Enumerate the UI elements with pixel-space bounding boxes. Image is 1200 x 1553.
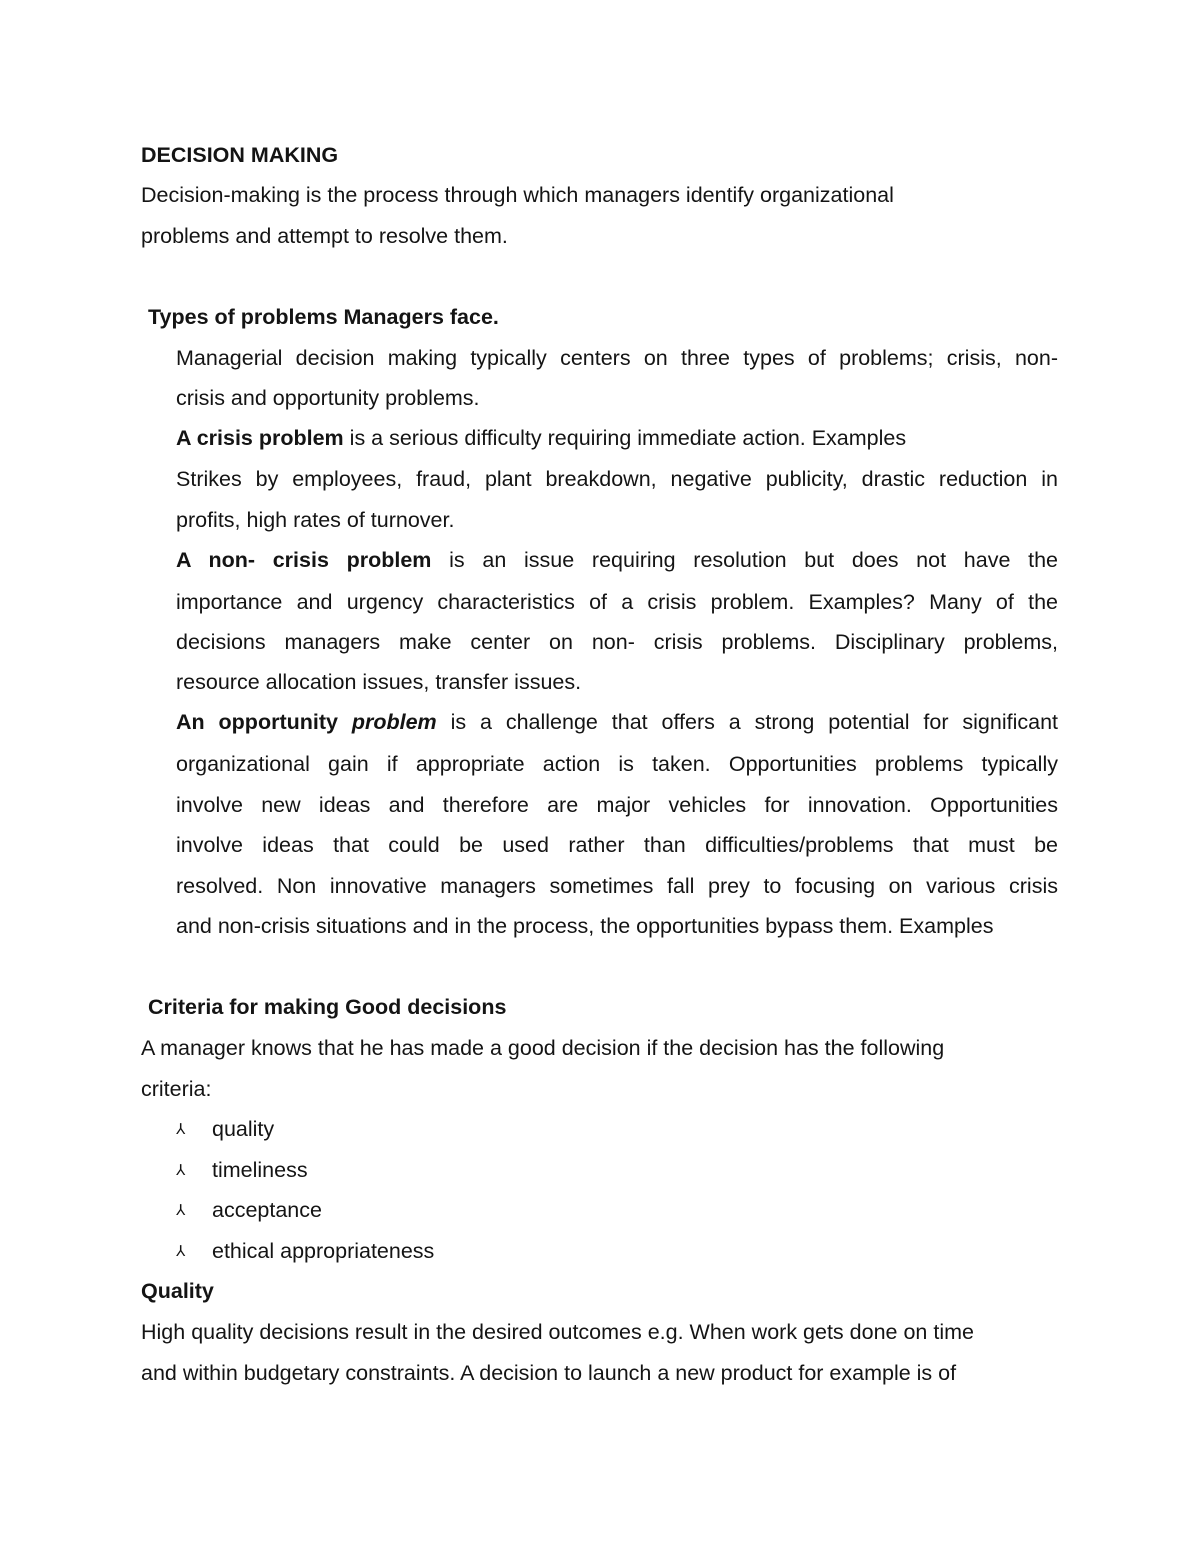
bullet-arrow-icon: ⅄	[176, 1120, 186, 1138]
bullet-arrow-icon: ⅄	[176, 1161, 186, 1179]
crisis-line-3: profits, high rates of turnover.	[176, 508, 455, 532]
criteria-list-item	[176, 1238, 434, 1264]
criteria-item-label: ethical appropriateness	[212, 1239, 435, 1263]
criteria-list-item	[176, 1116, 274, 1142]
intro-line-2: problems and attempt to resolve them.	[141, 224, 508, 248]
opportunity-line-1	[176, 709, 1058, 735]
types-intro-line-1: Managerial decision making typically centers on three types of problems; crisis, non-	[176, 346, 1058, 370]
intro-line-1: Decision-making is the process through which managers identify organizational	[141, 183, 894, 207]
opportunity-line-4: involve ideas that could be used rather than difficulties/problems that must be	[176, 833, 1058, 857]
criteria-heading: Criteria for making Good decisions	[148, 995, 507, 1019]
crisis-line-1	[176, 425, 906, 451]
criteria-item-label: timeliness	[212, 1158, 308, 1182]
opportunity-term-italic: problem	[351, 710, 437, 734]
page-title: DECISION MAKING	[141, 143, 339, 167]
opportunity-line-5: resolved. Non innovative managers sometimes fall prey to focusing on various crisis	[176, 874, 1058, 898]
criteria-intro-line-1: A manager knows that he has made a good decision if the decision has the following	[141, 1036, 945, 1060]
bullet-arrow-icon: ⅄	[176, 1201, 186, 1219]
criteria-list-item	[176, 1157, 308, 1183]
noncrisis-line-1-rest: is an issue requiring resolution but does not have the	[431, 548, 1058, 572]
types-intro-line-2: crisis and opportunity problems.	[176, 386, 480, 410]
crisis-line-2: Strikes by employees, fraud, plant breakdown, negative publicity, drastic reduction in	[176, 467, 1058, 491]
crisis-term: A crisis problem	[176, 426, 344, 450]
criteria-item-label: quality	[212, 1117, 275, 1141]
noncrisis-term: A non- crisis problem	[176, 548, 432, 572]
opportunity-line-3: involve new ideas and therefore are major vehicles for innovation. Opportunities	[176, 793, 1058, 817]
noncrisis-line-1	[176, 547, 1058, 573]
opportunity-term: An opportunity	[176, 710, 352, 734]
noncrisis-line-3: decisions managers make center on non- crisis problems. Disciplinary problems,	[176, 630, 1058, 654]
opportunity-line-6: and non-crisis situations and in the process, the opportunities bypass them. Examples	[176, 914, 994, 938]
types-heading: Types of problems Managers face.	[148, 305, 499, 329]
criteria-intro-line-2: criteria:	[141, 1077, 212, 1101]
quality-line-2: and within budgetary constraints. A decision to launch a new product for example is of	[141, 1361, 957, 1385]
crisis-line-1-rest: is a serious difficulty requiring immediate action. Examples	[343, 426, 907, 450]
opportunity-line-2: organizational gain if appropriate action is taken. Opportunities problems typically	[176, 752, 1058, 776]
criteria-item-label: acceptance	[212, 1198, 322, 1222]
quality-line-1: High quality decisions result in the desired outcomes e.g. When work gets done on time	[141, 1320, 974, 1344]
bullet-arrow-icon: ⅄	[176, 1242, 186, 1260]
noncrisis-line-4: resource allocation issues, transfer issues.	[176, 670, 582, 694]
opportunity-line-1-rest: is a challenge that offers a strong potential for significant	[436, 710, 1059, 734]
noncrisis-line-2: importance and urgency characteristics of a crisis problem. Examples? Many of the	[176, 590, 1058, 614]
quality-heading: Quality	[141, 1279, 214, 1303]
criteria-list-item	[176, 1197, 322, 1223]
